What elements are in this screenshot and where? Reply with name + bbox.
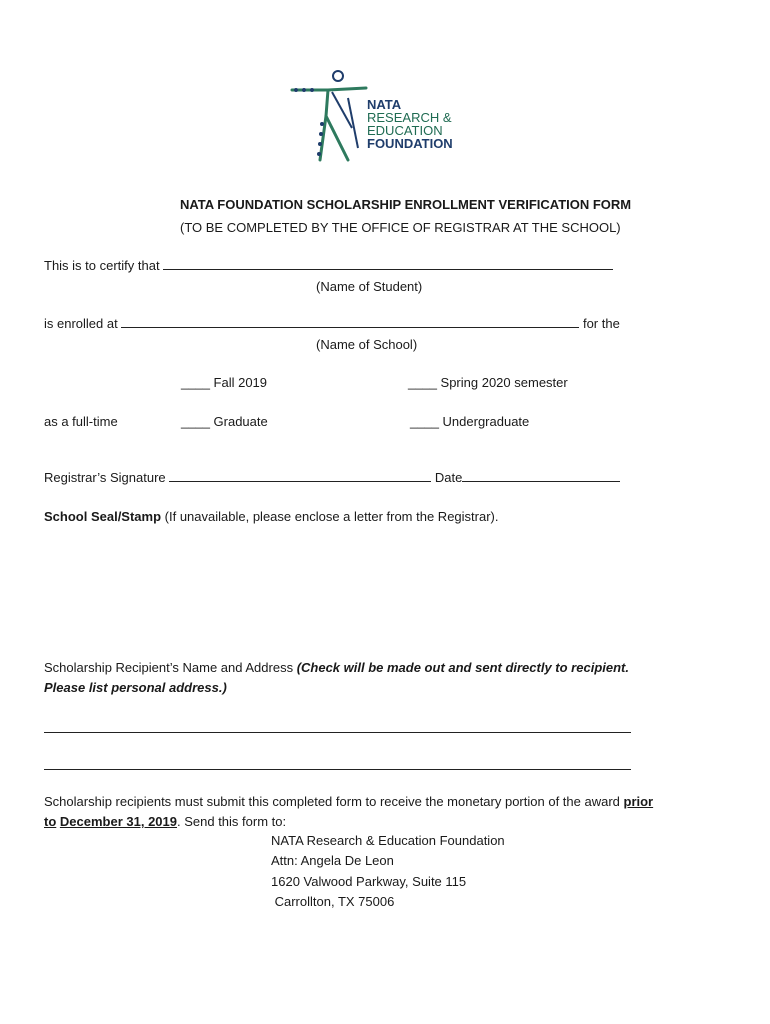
seal-row bbox=[44, 509, 499, 524]
signature-label: Registrar’s Signature bbox=[44, 470, 166, 485]
deadline-to: to bbox=[44, 814, 57, 829]
undergraduate-option[interactable]: ____ Undergraduate bbox=[410, 414, 530, 429]
student-name-caption: (Name of Student) bbox=[316, 279, 423, 294]
signature-field[interactable] bbox=[169, 470, 431, 482]
date-field[interactable] bbox=[462, 470, 620, 482]
logo-line-2: RESEARCH & bbox=[367, 110, 452, 125]
enrolled-label: is enrolled at bbox=[44, 316, 118, 331]
recipient-row bbox=[44, 660, 629, 675]
signature-row bbox=[44, 470, 620, 485]
instructions-line-2 bbox=[44, 814, 286, 829]
logo-wordmark bbox=[367, 98, 453, 150]
recipient-label: Scholarship Recipient’s Name and Address bbox=[44, 660, 297, 675]
deadline-date: December 31, 2019 bbox=[59, 814, 177, 829]
graduate-option[interactable]: ____ Graduate bbox=[181, 414, 268, 429]
instructions-line-1 bbox=[44, 794, 653, 809]
address-line-2: Attn: Angela De Leon bbox=[271, 853, 394, 868]
address-line-3: 1620 Valwood Parkway, Suite 115 bbox=[271, 874, 467, 889]
recipient-note-2: Please list personal address.) bbox=[44, 680, 227, 695]
recipient-note-1: (Check will be made out and sent directly to recipient. bbox=[296, 660, 629, 675]
school-name-caption: (Name of School) bbox=[316, 337, 418, 352]
address-line-1: NATA Research & Education Foundation bbox=[271, 833, 505, 848]
recipient-address-field-1[interactable] bbox=[44, 732, 631, 733]
form-title: NATA FOUNDATION SCHOLARSHIP ENROLLMENT VERIFICATION FORM bbox=[180, 197, 632, 212]
instructions-text-1: Scholarship recipients must submit this completed form to receive the monetary portion of the award bbox=[44, 794, 624, 809]
seal-note: (If unavailable, please enclose a letter from the Registrar). bbox=[161, 509, 499, 524]
full-time-label: as a full-time bbox=[44, 414, 118, 429]
certify-row bbox=[44, 258, 613, 273]
spring-2020-option[interactable]: ____ Spring 2020 semester bbox=[408, 375, 568, 390]
school-name-field[interactable] bbox=[121, 316, 579, 328]
figure-logo-icon bbox=[288, 68, 368, 166]
logo-line-4: FOUNDATION bbox=[367, 136, 453, 151]
logo-line-3: EDUCATION bbox=[367, 123, 443, 138]
form-subtitle: (TO BE COMPLETED BY THE OFFICE OF REGISTRAR AT THE SCHOOL) bbox=[180, 220, 621, 235]
address-line-4: Carrollton, TX 75006 bbox=[271, 894, 395, 909]
nata-foundation-logo bbox=[288, 68, 468, 166]
fall-2019-option[interactable]: ____ Fall 2019 bbox=[181, 375, 268, 390]
seal-label: School Seal/Stamp bbox=[44, 509, 162, 524]
instructions-text-2: . Send this form to: bbox=[177, 814, 287, 829]
logo-line-1: NATA bbox=[367, 97, 402, 112]
enrolled-suffix: for the bbox=[582, 316, 620, 331]
enrolled-row bbox=[44, 316, 620, 331]
student-name-field[interactable] bbox=[163, 258, 613, 270]
date-label: Date bbox=[434, 470, 463, 485]
certify-label: This is to certify that bbox=[44, 258, 160, 273]
recipient-address-field-2[interactable] bbox=[44, 769, 631, 770]
deadline-prior: prior bbox=[623, 794, 654, 809]
